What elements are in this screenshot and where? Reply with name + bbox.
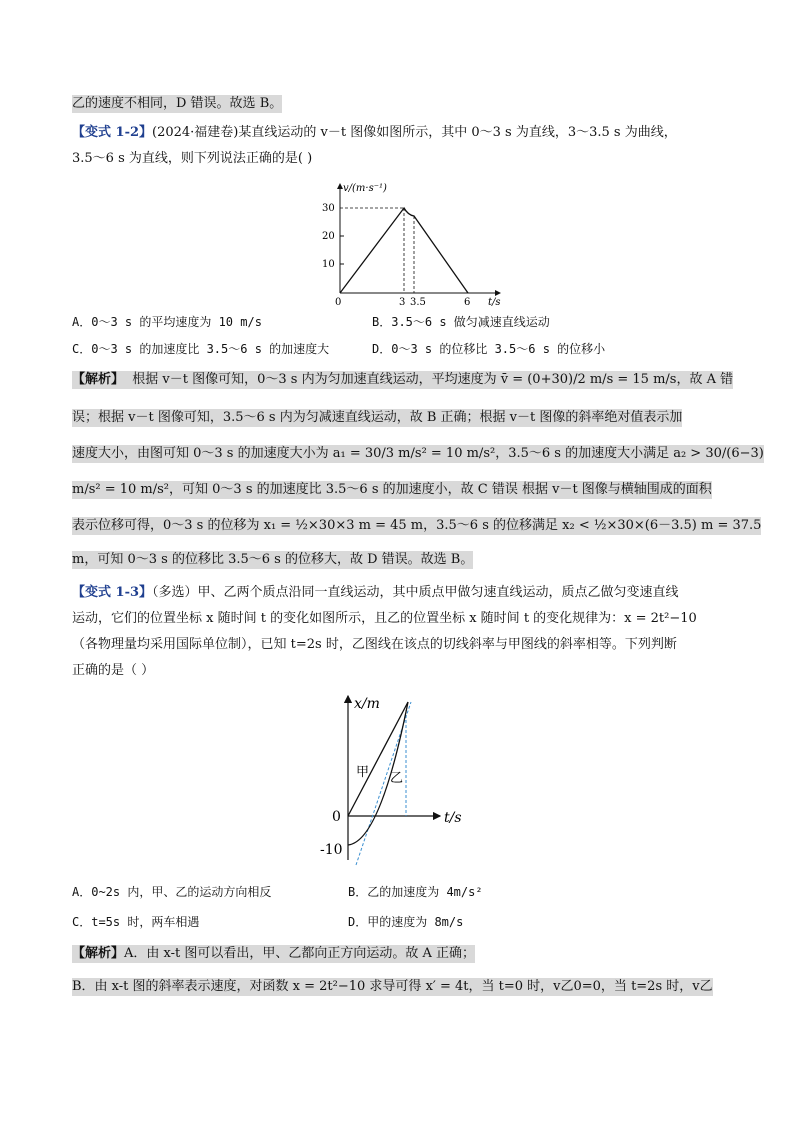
option-c: C．t=5s 时，两车相遇 — [72, 915, 200, 929]
x-axis-label: t/s — [444, 810, 462, 826]
solution-1-2-line-1: 【解析】 根据 v－t 图像可知，0～3 s 内为匀加速直线运动，平均速度为 v̄ = (0+30)/2 m/s = 15 m/s，故 A 错 — [72, 372, 734, 387]
option-d: D．甲的速度为 8m/s — [348, 915, 464, 929]
option-b: B．乙的加速度为 4m/s² — [348, 885, 483, 899]
question-1-3-line-1: 【变式 1-3】（多选）甲、乙两个质点沿同一直线运动，其中质点甲做匀速直线运动，质点乙做匀变速直线 — [72, 585, 679, 600]
solution-1-2-line-2: 误；根据 v－t 图像可知，3.5～6 s 内为匀减速直线运动，故 B 正确；根据 v－t 图像的斜率绝对值表示加 — [72, 410, 683, 425]
option-b: B．3.5～6 s 做匀减速直线运动 — [372, 315, 550, 329]
option-d: D．0～3 s 的位移比 3.5～6 s 的位移小 — [372, 342, 606, 356]
series-label-yi: 乙 — [390, 771, 404, 786]
question-1-3-line-2: 运动，它们的位置坐标 x 随时间 t 的变化如图所示，且乙的位置坐标 x 随时间 t 的变化规律为：x = 2t²−10 — [72, 611, 697, 626]
question-1-2-line-1: 【变式 1-2】(2024·福建卷)某直线运动的 v－t 图像如图所示，其中 0～3 s 为直线，3～3.5 s 为曲线， — [72, 125, 677, 140]
previous-solution-ending: 乙的速度不相同，D 错误。故选 B。 — [72, 96, 283, 111]
series-label-jia: 甲 — [356, 765, 370, 780]
question-1-3-line-4: 正确的是（ ） — [72, 663, 155, 678]
question-tag: 【变式 1-3】 — [72, 585, 153, 600]
y-tick-minus-10: -10 — [320, 842, 343, 858]
question-1-2-line-2: 3.5～6 s 为直线，则下列说法正确的是( ) — [72, 151, 313, 166]
y-axis-label: v/(m·s⁻¹) — [343, 183, 387, 194]
x-tick-3: 3 — [399, 297, 406, 308]
y-tick-10: 10 — [322, 259, 335, 270]
x-tick-0: 0 — [335, 297, 342, 308]
solution-1-2-line-4: m/s² = 10 m/s²，可知 0～3 s 的加速度比 3.5～6 s 的加速度小，故 C 错误 根据 v－t 图像与横轴围成的面积 — [72, 482, 712, 497]
y-tick-0: 0 — [332, 809, 341, 825]
option-a: A．0~2s 内，甲、乙的运动方向相反 — [72, 885, 272, 899]
x-tick-3-5: 3.5 — [410, 297, 426, 308]
y-tick-30: 30 — [322, 203, 335, 214]
option-c: C．0～3 s 的加速度比 3.5～6 s 的加速度大 — [72, 342, 330, 356]
question-tag: 【变式 1-2】 — [72, 125, 153, 140]
solution-1-2-line-3: 速度大小，由图可知 0～3 s 的加速度大小为 a₁ = 30/3 m/s² = 10 m/s²，3.5～6 s 的加速度大小满足 a₂ > 30/(6−3) — [72, 446, 764, 461]
x-tick-6: 6 — [464, 297, 471, 308]
solution-1-3-line-2: B．由 x-t 图的斜率表示速度，对函数 x = 2t²−10 求导可得 x′ = 4t，当 t=0 时，v乙0=0，当 t=2s 时，v乙 — [72, 979, 713, 994]
solution-1-3-line-1: 【解析】A．由 x-t 图可以看出，甲、乙都向正方向运动。故 A 正确； — [72, 946, 476, 961]
solution-1-2-line-5: 表示位移可得，0～3 s 的位移为 x₁ = ½×30×3 m = 45 m，3.5～6 s 的位移满足 x₂ < ½×30×(6－3.5) m = 37.5 — [72, 518, 762, 533]
y-tick-20: 20 — [322, 231, 335, 242]
vt-graph — [310, 178, 510, 308]
solution-1-2-line-6: m，可知 0～3 s 的位移比 3.5～6 s 的位移大，故 D 错误。故选 B。 — [72, 552, 474, 567]
y-axis-label: x/m — [354, 696, 380, 712]
xt-graph — [308, 690, 478, 870]
question-1-3-line-3: （各物理量均采用国际单位制），已知 t=2s 时，乙图线在该点的切线斜率与甲图线的斜率相等。下列判断 — [72, 637, 677, 652]
series-jia-line — [348, 702, 408, 816]
x-axis-label: t/s — [488, 297, 501, 308]
option-a: A．0～3 s 的平均速度为 10 m/s — [72, 315, 262, 329]
